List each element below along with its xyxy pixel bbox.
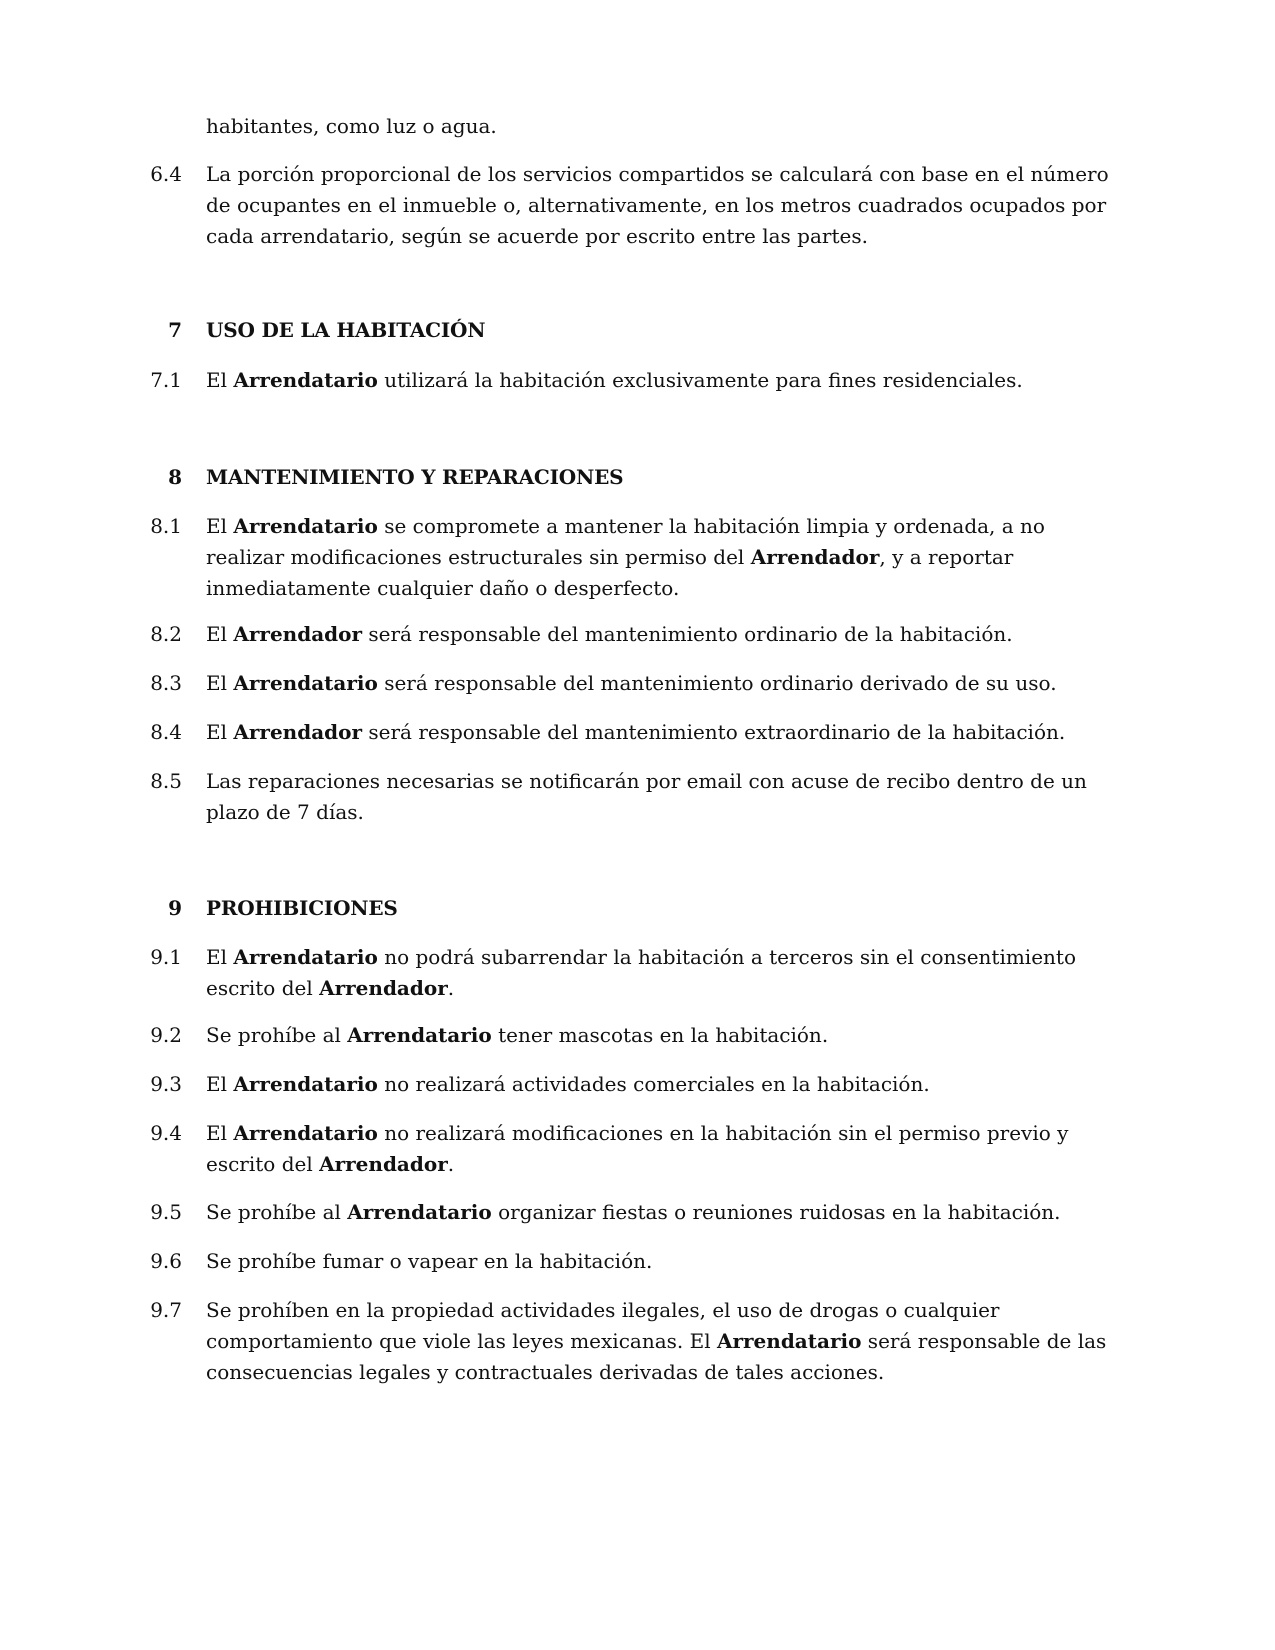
clause-number: 9.4 (150, 1121, 182, 1145)
party-name: Arrendatario (233, 671, 378, 695)
clause-text: El Arrendatario será responsable del mantenimiento ordinario derivado de su uso. (206, 671, 1057, 695)
clause-number: 9.3 (150, 1072, 182, 1096)
party-name: Arrendatario (233, 1121, 378, 1145)
clause-text: Se prohíben en la propiedad actividades ilegales, el uso de drogas o cualquier comportamiento que viole las leyes mexicanas. El Arrendatario será responsable de las consecuencias legales y contractuales derivadas de tales acciones. (206, 1298, 1107, 1384)
party-name: Arrendatario (233, 1072, 378, 1096)
clause-number: 9.5 (150, 1200, 182, 1224)
party-name: Arrendador (233, 720, 363, 744)
section-number: 8 (168, 465, 182, 489)
clause-text: habitantes, como luz o agua. (206, 114, 497, 138)
clause-number: 9.1 (150, 945, 182, 969)
section-title: MANTENIMIENTO Y REPARACIONES (206, 465, 624, 489)
clause-text: El Arrendador será responsable del mantenimiento ordinario de la habitación. (206, 622, 1013, 646)
party-name: Arrendatario (347, 1023, 492, 1047)
party-name: Arrendador (750, 545, 880, 569)
party-name: Arrendatario (716, 1329, 862, 1353)
clause-number: 7.1 (150, 368, 182, 392)
clause-text: El Arrendatario se compromete a mantener la habitación limpia y ordenada, a no realizar modificaciones estructurales sin permiso del Arrendador, y a reportar inmediatamente cualquier daño o desperfecto. (206, 514, 1045, 600)
party-name: Arrendatario (233, 368, 378, 392)
clause-number: 8.3 (150, 671, 182, 695)
party-name: Arrendador (319, 976, 448, 1000)
clause-text: Se prohíbe al Arrendatario tener mascotas en la habitación. (206, 1023, 829, 1047)
clause-text: El Arrendador será responsable del mantenimiento extraordinario de la habitación. (206, 720, 1066, 744)
clause-text: El Arrendatario no realizará actividades comerciales en la habitación. (206, 1072, 930, 1096)
section-title: PROHIBICIONES (206, 896, 398, 920)
section-title: USO DE LA HABITACIÓN (206, 318, 486, 342)
clause-number: 9.2 (150, 1023, 182, 1047)
clause-number: 8.5 (150, 769, 182, 793)
party-name: Arrendatario (233, 514, 378, 538)
clause-text: Se prohíbe fumar o vapear en la habitación. (206, 1249, 653, 1273)
clause-number: 9.7 (150, 1298, 182, 1322)
clause-number: 8.1 (150, 514, 182, 538)
party-name: Arrendador (319, 1152, 448, 1176)
clause-number: 9.6 (150, 1249, 182, 1273)
clause-text: El Arrendatario no podrá subarrendar la habitación a terceros sin el consentimiento escrito del Arrendador. (206, 945, 1076, 1000)
clause-number: 8.2 (150, 622, 182, 646)
party-name: Arrendatario (347, 1200, 492, 1224)
clause-text: La porción proporcional de los servicios compartidos se calculará con base en el número de ocupantes en el inmueble o, alternativamente, en los metros cuadrados ocupados por cada arrendatario, según se acuerde por escrito entre las partes. (206, 162, 1109, 248)
clause-text: Las reparaciones necesarias se notificarán por email con acuse de recibo dentro de un plazo de 7 días. (206, 769, 1087, 824)
clause-text: El Arrendatario utilizará la habitación exclusivamente para fines residenciales. (206, 368, 1023, 392)
section-number: 9 (168, 896, 182, 920)
section-number: 7 (168, 318, 182, 342)
party-name: Arrendatario (233, 945, 378, 969)
clause-number: 6.4 (150, 162, 182, 186)
clause-number: 8.4 (150, 720, 182, 744)
clause-text: Se prohíbe al Arrendatario organizar fiestas o reuniones ruidosas en la habitación. (206, 1200, 1061, 1224)
party-name: Arrendador (233, 622, 363, 646)
clause-text: El Arrendatario no realizará modificaciones en la habitación sin el permiso previo y escrito del Arrendador. (206, 1121, 1069, 1176)
